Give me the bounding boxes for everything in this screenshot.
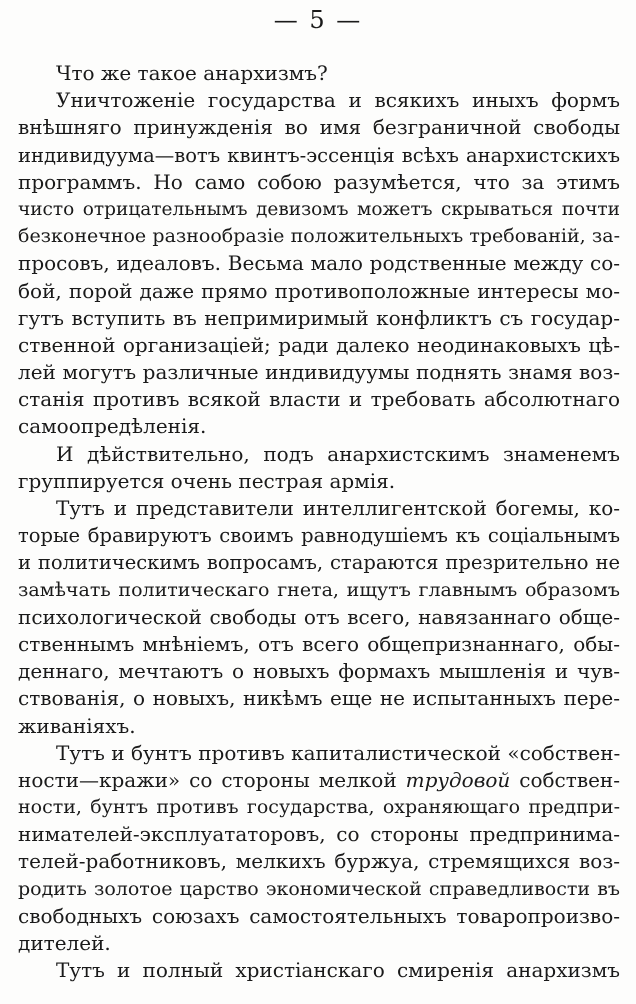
text-line: станія противъ всякой власти и требовать абсолютнаго <box>18 387 620 412</box>
text-line: деннаго, мечтаютъ о новыхъ формахъ мышленія и чув- <box>18 659 620 684</box>
text-line: торые бравируютъ своимъ равнодушіемъ къ соціальнымъ <box>18 524 620 548</box>
text-line: телей-работниковъ, мелкихъ буржуа, стремящихся воз- <box>18 849 620 874</box>
text-fragment: ности—кражи» со стороны мелкой <box>18 767 397 792</box>
text-line: самоопредѣленія. <box>18 414 207 439</box>
text-line: индивидуума—вотъ квинтъ-эссенція всѣхъ анархистскихъ <box>18 143 620 167</box>
text-line: Тутъ и представители интеллигентской богемы, ко- <box>56 496 620 520</box>
body-text <box>18 60 620 984</box>
italic-emphasis: трудовой <box>405 767 511 792</box>
text-line-mixed <box>18 767 620 794</box>
text-line: живаніяхъ. <box>18 713 136 738</box>
text-line: внѣшняго принужденія во имя безграничной свободы <box>18 115 620 140</box>
text-line: бой, порой даже прямо противоположные интересы мо- <box>18 278 620 303</box>
text-line: программъ. Но само собою разумѣется, что за этимъ <box>18 169 620 194</box>
text-line: нимателей-эксплуататоровъ, со стороны предпринима- <box>18 822 620 847</box>
text-line: дителей. <box>18 931 111 955</box>
text-fragment: собствен- <box>519 767 620 792</box>
text-line: психологической свободы отъ всего, навязаннаго обще- <box>18 604 620 629</box>
text-line: группируется очень пестрая армія. <box>18 468 396 493</box>
text-line: просовъ, идеаловъ. Весьма мало родственные между со- <box>18 251 620 276</box>
text-line: ности, бунтъ противъ государства, охраняющаго предпри- <box>18 796 620 819</box>
text-line: лей могутъ различные индивидуумы поднять знамя воз- <box>18 360 620 385</box>
text-line: Тутъ и полный христіанскаго смиренія анархизмъ <box>56 958 620 983</box>
text-line: чисто отрицательнымъ девизомъ можетъ скрываться почти <box>18 198 620 220</box>
text-line: И дѣйствительно, подъ анархистскимъ знаменемъ <box>56 441 620 466</box>
text-line: безконечное разнообразіе положительныхъ требованій, за- <box>18 225 620 248</box>
text-line: Что же такое анархизмъ? <box>56 61 328 85</box>
text-line: Тутъ и бунтъ противъ капиталистической «собствен- <box>56 740 620 765</box>
text-line: гутъ вступить въ непримиримый конфликтъ съ государ- <box>18 305 620 330</box>
page-number: — 5 — <box>273 6 363 34</box>
text-line: свободныхъ союзахъ самостоятельныхъ товаропроизво- <box>18 903 620 928</box>
text-line: ствованія, о новыхъ, никѣмъ еще не испытанныхъ пере- <box>18 686 620 711</box>
text-line: и политическимъ вопросамъ, стараются презрительно не <box>18 551 620 575</box>
text-line: замѣчать политическаго гнета, ищутъ главнымъ образомъ <box>18 578 620 601</box>
text-line: ственной организаціей; ради далеко неодинаковыхъ цѣ- <box>18 332 620 357</box>
text-line: ственнымъ мнѣніемъ, отъ всего общепризнаннаго, обы- <box>18 631 620 656</box>
text-line: Уничтоженіе государства и всякихъ иныхъ формъ <box>56 88 620 113</box>
text-line: родить золотое царство экономической справедливости въ <box>18 877 620 900</box>
